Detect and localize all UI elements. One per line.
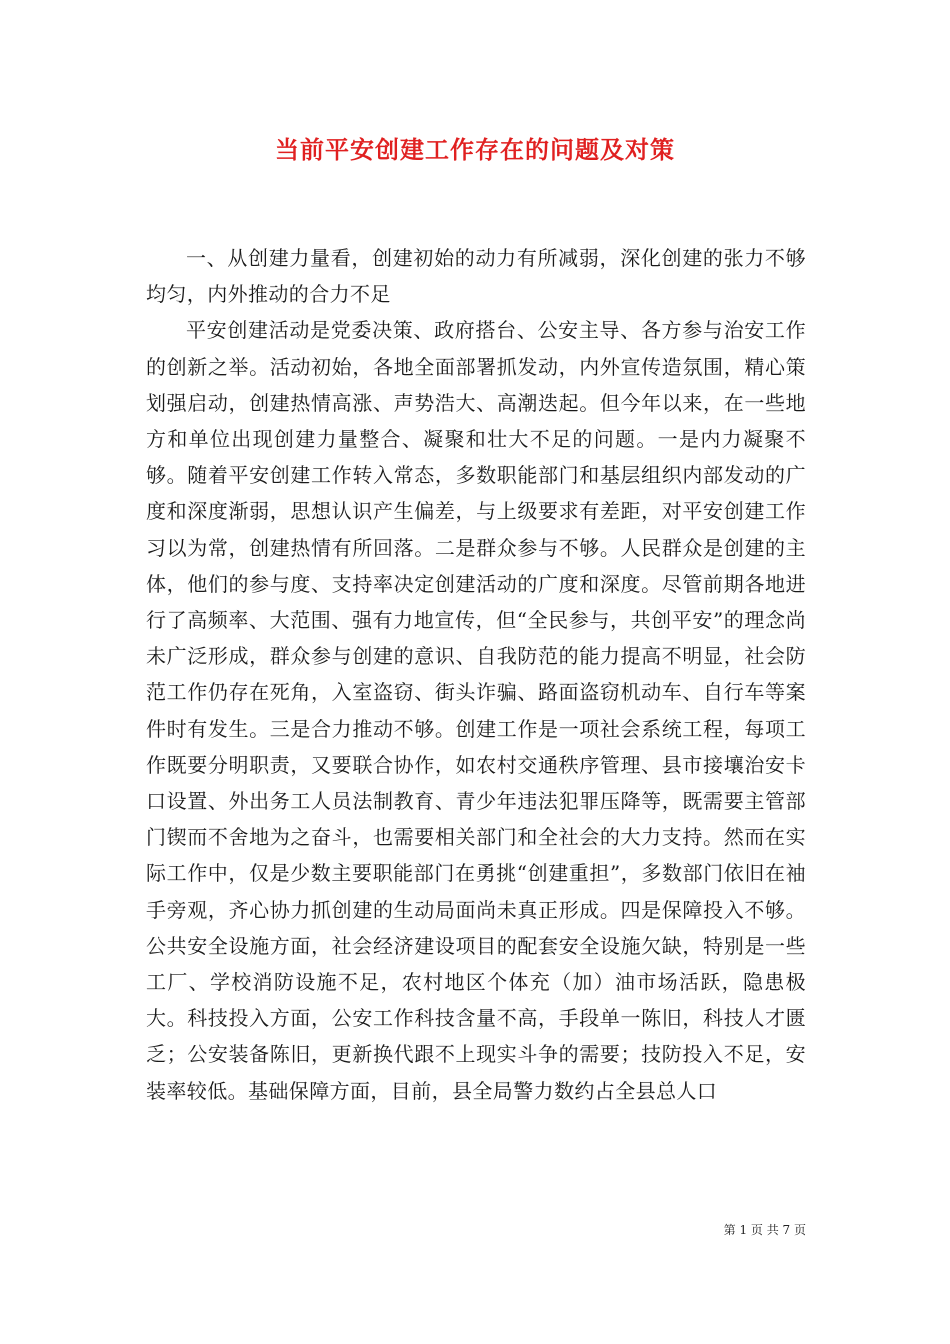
body-paragraph: 平安创建活动是党委决策、政府搭台、公安主导、各方参与治安工作的创新之举。活动初始，各地全面部署抓发动，内外宣传造氛围，精心策划强启动，创建热情高涨、声势浩大、高潮迭起。但今年以来，在一些地方和单位出现创建力量整合、凝聚和壮大不足的问题。一是内力凝聚不够。随着平安创建工作转入常态，多数职能部门和基层组织内部发动的广度和深度渐弱，思想认识产生偏差，与上级要求有差距，对平安创建工作习以为常，创建热情有所回落。二是群众参与不够。人民群众是创建的主体，他们的参与度、支持率决定创建活动的广度和深度。尽管前期各地进行了高频率、大范围、强有力地宣传，但“全民参与，共创平安”的理念尚未广泛形成，群众参与创建的意识、自我防范的能力提高不明显，社会防范工作仍存在死角，入室盗窃、街头诈骗、路面盗窃机动车、自行车等案件时有发生。三是合力推动不够。创建工作是一项社会系统工程，每项工作既要分明职责，又要联合协作，如农村交通秩序管理、县市接壤治安卡口设置、外出务工人员法制教育、青少年违法犯罪压降等，既需要主管部门锲而不舍地为之奋斗，也需要相关部门和全社会的大力支持。然而在实际工作中，仅是少数主要职能部门在勇挑“创建重担”，多数部门依旧在袖手旁观，齐心协力抓创建的生动局面尚未真正形成。四是保障投入不够。公共安全设施方面，社会经济建设项目的配套安全设施欠缺，特别是一些工厂、学校消防设施不足，农村地区个体充（加）油市场活跃，隐患极大。科技投入方面，公安工作科技含量不高，手段单一陈旧，科技人才匮乏；公安装备陈旧，更新换代跟不上现实斗争的需要；技防投入不足，安装率较低。基础保障方面，目前，县全局警力数约占全县总人口 xyxy=(146,318,806,1103)
section-heading: 一、从创建力量看，创建初始的动力有所减弱，深化创建的张力不够均匀，内外推动的合力不足 xyxy=(146,246,806,307)
document-body xyxy=(146,240,806,1109)
page-number: 第 1 页 共 7 页 xyxy=(723,1223,806,1237)
document-title: 当前平安创建工作存在的问题及对策 xyxy=(275,135,675,164)
